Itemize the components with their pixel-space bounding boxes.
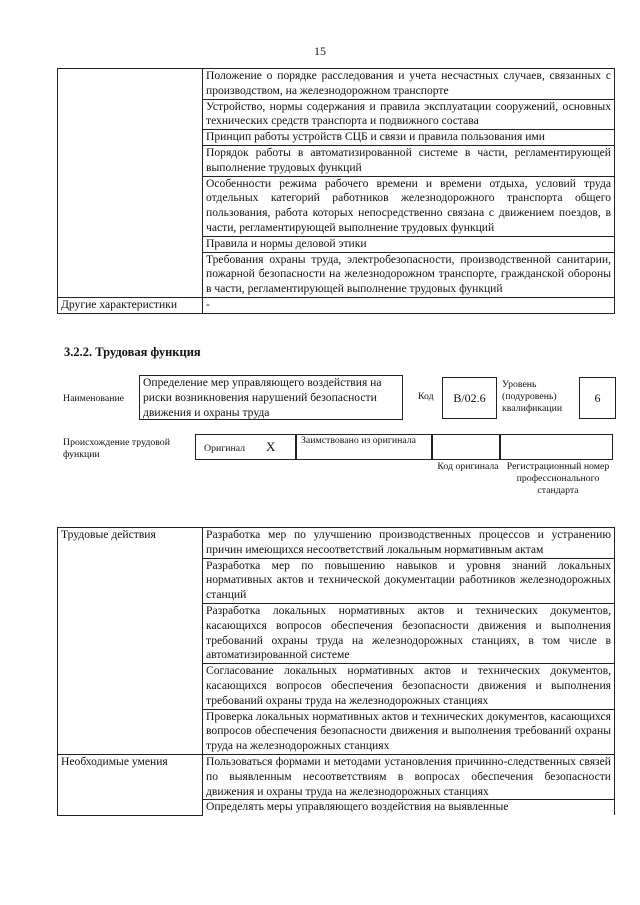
original-label: Оригинал — [204, 443, 246, 454]
table-row-label — [58, 69, 203, 298]
list-item: Принцип работы устройств СЦБ и связи и правила пользования ими — [203, 130, 615, 146]
actions-table — [57, 527, 615, 816]
level-label: Уровень (подуровень) квалификации — [502, 379, 563, 414]
list-item: Разработка мер по улучшению производственных процессов и устранению причин имеющихся несоответствий локальным нормативным актам — [203, 528, 615, 559]
knowledge-table — [57, 68, 615, 314]
registration-number-box — [499, 434, 613, 460]
borrowed-label: Заимствовано из оригинала — [301, 435, 416, 446]
reg-caption: Регистрационный номер профессионального стандарта — [506, 461, 610, 496]
list-item: - — [203, 297, 615, 313]
origin-boxes — [195, 434, 613, 460]
name-label: Наименование — [63, 393, 125, 404]
list-item: Определять меры управляющего воздействия на выявленные — [203, 800, 615, 815]
function-code: B/02.6 — [442, 377, 497, 419]
list-item: Устройство, нормы содержания и правила эксплуатации сооружений, основных технических средств транспорта и подвижного состава — [203, 99, 615, 130]
qualification-level: 6 — [579, 377, 616, 419]
list-item: Правила и нормы деловой этики — [203, 236, 615, 252]
page-number: 15 — [314, 44, 326, 58]
function-name: Определение мер управляющего воздействия на риски возникновения нарушений безопасности движения и охраны труда — [139, 375, 403, 420]
table-row-label: Необходимые умения — [58, 754, 203, 815]
original-box — [195, 434, 297, 460]
code-label: Код — [418, 391, 434, 402]
list-item: Порядок работы в автоматизированной системе в части, регламентирующей выполнение трудовых функций — [203, 145, 615, 176]
code-caption: Код оригинала — [437, 461, 499, 472]
list-item: Особенности режима рабочего времени и времени отдыха, условий труда отдельных категорий работников железнодорожного транспорта общего пользования, работа которых непосредственно связана с движением поездов, в части, регламентирующей выполнение трудовых функций — [203, 176, 615, 236]
list-item: Проверка локальных нормативных актов и технических документов, касающихся вопросов обеспечения безопасности движения и выполнения требований охраны труда на железнодорожных станциях — [203, 709, 615, 754]
origin-label: Происхождение трудовой функции — [63, 437, 170, 460]
list-item: Требования охраны труда, электробезопасности, производственной санитарии, пожарной безопасности на железнодорожном транспорте, гражданской обороны в части, регламентирующей выполнение трудовых функций — [203, 252, 615, 297]
table-row-label: Другие характеристики — [58, 297, 203, 313]
original-mark: X — [266, 439, 276, 454]
list-item: Разработка локальных нормативных актов и технических документов, касающихся вопросов обеспечения безопасности движения и выполнения требований охраны труда на железнодорожных станциях, в том числе в автоматизированной системе — [203, 603, 615, 663]
section-title: 3.2.2. Трудовая функция — [64, 345, 201, 359]
table-row-label: Трудовые действия — [58, 528, 203, 755]
list-item: Положение о порядке расследования и учета несчастных случаев, связанных с производством, на железнодорожном транспорте — [203, 69, 615, 100]
list-item: Пользоваться формами и методами установления причинно-следственных связей по выявленным несоответствиям в вопросах обеспечения безопасности движения и охраны труда на железнодорожных станциях — [203, 754, 615, 799]
list-item: Согласование локальных нормативных актов и технических документов, касающихся вопросов обеспечения безопасности движения и выполнения требований охраны труда на железнодорожных станциях — [203, 664, 615, 709]
original-code-box — [431, 434, 501, 460]
list-item: Разработка мер по повышению навыков и уровня знаний локальных нормативных актов и технической документации работников железнодорожных станций — [203, 558, 615, 603]
borrowed-box — [295, 434, 433, 460]
